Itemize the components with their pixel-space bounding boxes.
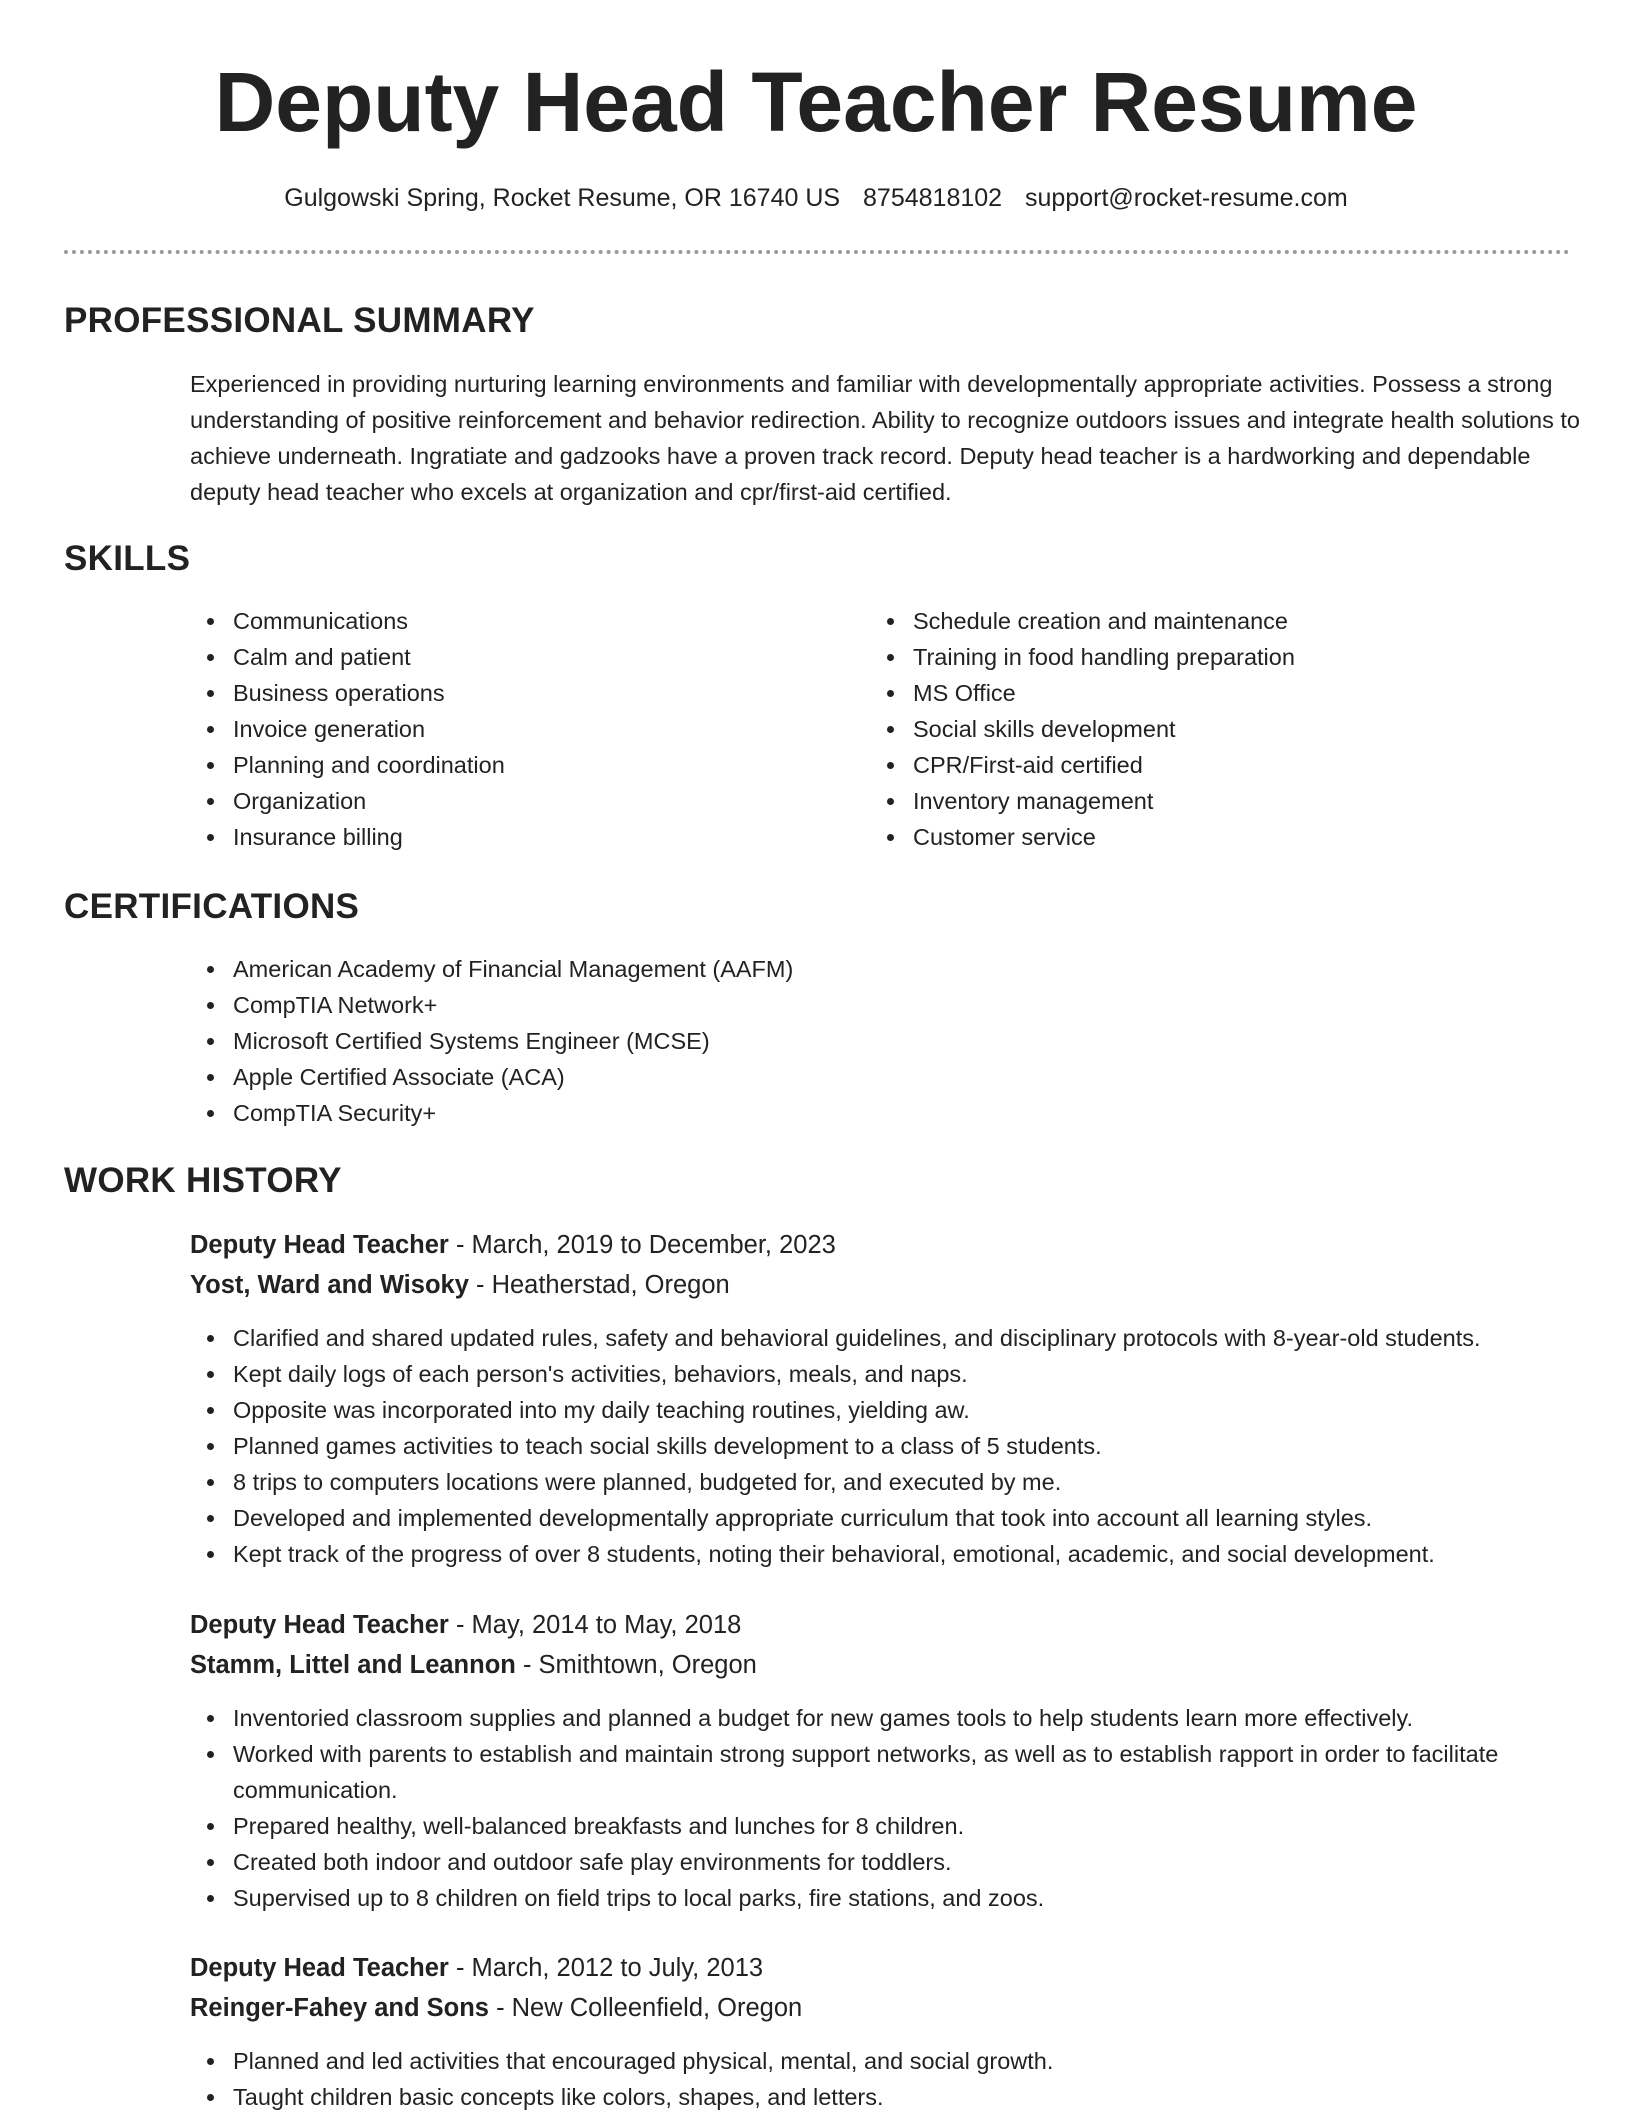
skill-item: Organization — [190, 783, 830, 819]
job-bullets — [190, 2043, 1570, 2112]
summary-heading: PROFESSIONAL SUMMARY — [64, 301, 535, 340]
job-bullet: Worked with parents to establish and maintain strong support networks, as well as to establish rapport in order to facilitate communication. — [190, 1736, 1500, 1808]
job-bullet: Prepared healthy, well-balanced breakfasts and lunches for 8 children. — [190, 1808, 1500, 1844]
job-location: - Smithtown, Oregon — [515, 1651, 757, 1679]
certifications-list — [190, 951, 1570, 1131]
job-bullet: Created both indoor and outdoor safe play environments for toddlers. — [190, 1844, 1500, 1880]
job-bullet: Kept track of the progress of over 8 students, noting their behavioral, emotional, academic, and social development. — [190, 1536, 1590, 1572]
job-title-line — [190, 1227, 836, 1263]
skill-item: CPR/First-aid certified — [870, 747, 1570, 783]
skill-item: Customer service — [870, 819, 1570, 855]
job-company: Yost, Ward and Wisoky — [190, 1271, 469, 1299]
certification-item: CompTIA Security+ — [190, 1095, 1570, 1131]
summary-text: Experienced in providing nurturing learning environments and familiar with developmentally appropriate activities. Possess a strong understanding of positive reinforcement and behavior redirection. Ability to recognize outdoors issues and integrate health solutions to achieve underneath. Ingratiate and gadzooks have a proven track record. Deputy head teacher is a hardworking and dependable deputy head teacher who excels at organization and cpr/first-aid certified. — [190, 371, 1580, 505]
skill-item: Invoice generation — [190, 711, 830, 747]
contact-line — [0, 180, 1632, 216]
certification-item: American Academy of Financial Management (AAFM) — [190, 951, 1570, 987]
skills-heading: SKILLS — [64, 539, 191, 578]
job-title: Deputy Head Teacher — [190, 1611, 449, 1639]
job-dates: - March, 2012 to July, 2013 — [448, 1954, 764, 1982]
job-company: Stamm, Littel and Leannon — [190, 1651, 516, 1679]
job-dates: - March, 2019 to December, 2023 — [448, 1231, 836, 1259]
job-title-line — [190, 1950, 763, 1986]
job-bullet: Kept daily logs of each person's activities, behaviors, meals, and naps. — [190, 1356, 1590, 1392]
job-bullet: Inventoried classroom supplies and planned a budget for new games tools to help students learn more effectively. — [190, 1700, 1500, 1736]
job-location: - Heatherstad, Oregon — [468, 1271, 730, 1299]
certification-item: Apple Certified Associate (ACA) — [190, 1059, 1570, 1095]
job-title: Deputy Head Teacher — [190, 1231, 449, 1259]
job-company: Reinger-Fahey and Sons — [190, 1994, 489, 2022]
contact-address: Gulgowski Spring, Rocket Resume, OR 16740 US — [284, 184, 841, 212]
job-bullets — [190, 1700, 1500, 1916]
job-bullet: Developed and implemented developmentally appropriate curriculum that took into account all learning styles. — [190, 1500, 1590, 1536]
job-location: - New Colleenfield, Oregon — [488, 1994, 803, 2022]
skill-item: Insurance billing — [190, 819, 830, 855]
skills-list-left — [190, 603, 830, 855]
job-bullet: Planned and led activities that encouraged physical, mental, and social growth. — [190, 2043, 1570, 2079]
contact-phone: 8754818102 — [863, 184, 1003, 212]
job-company-line — [190, 1990, 802, 2026]
skill-item: Business operations — [190, 675, 830, 711]
header-divider — [64, 250, 1570, 254]
certification-item: Microsoft Certified Systems Engineer (MCSE) — [190, 1023, 1570, 1059]
job-bullet: Taught children basic concepts like colors, shapes, and letters. — [190, 2079, 1570, 2112]
work-history-heading: WORK HISTORY — [64, 1161, 342, 1200]
job-company-line — [190, 1647, 757, 1683]
job-dates: - May, 2014 to May, 2018 — [448, 1611, 742, 1639]
skill-item: Training in food handling preparation — [870, 639, 1570, 675]
job-title: Deputy Head Teacher — [190, 1954, 449, 1982]
job-bullet: Supervised up to 8 children on field trips to local parks, fire stations, and zoos. — [190, 1880, 1500, 1916]
job-bullet: 8 trips to computers locations were planned, budgeted for, and executed by me. — [190, 1464, 1590, 1500]
skill-item: Communications — [190, 603, 830, 639]
skill-item: Calm and patient — [190, 639, 830, 675]
contact-email: support@rocket-resume.com — [1025, 184, 1348, 212]
job-company-line — [190, 1267, 730, 1303]
job-bullet: Clarified and shared updated rules, safety and behavioral guidelines, and disciplinary protocols with 8-year-old students. — [190, 1320, 1590, 1356]
skill-item: Social skills development — [870, 711, 1570, 747]
job-bullet: Opposite was incorporated into my daily teaching routines, yielding aw. — [190, 1392, 1590, 1428]
skill-item: Planning and coordination — [190, 747, 830, 783]
skill-item: MS Office — [870, 675, 1570, 711]
certification-item: CompTIA Network+ — [190, 987, 1570, 1023]
resume-title: Deputy Head Teacher Resume — [214, 55, 1418, 149]
job-bullets — [190, 1320, 1590, 1572]
skill-item: Schedule creation and maintenance — [870, 603, 1570, 639]
job-title-line — [190, 1607, 741, 1643]
job-bullet: Planned games activities to teach social skills development to a class of 5 students. — [190, 1428, 1590, 1464]
skill-item: Inventory management — [870, 783, 1570, 819]
skills-list-right — [870, 603, 1570, 855]
certifications-heading: CERTIFICATIONS — [64, 887, 360, 926]
